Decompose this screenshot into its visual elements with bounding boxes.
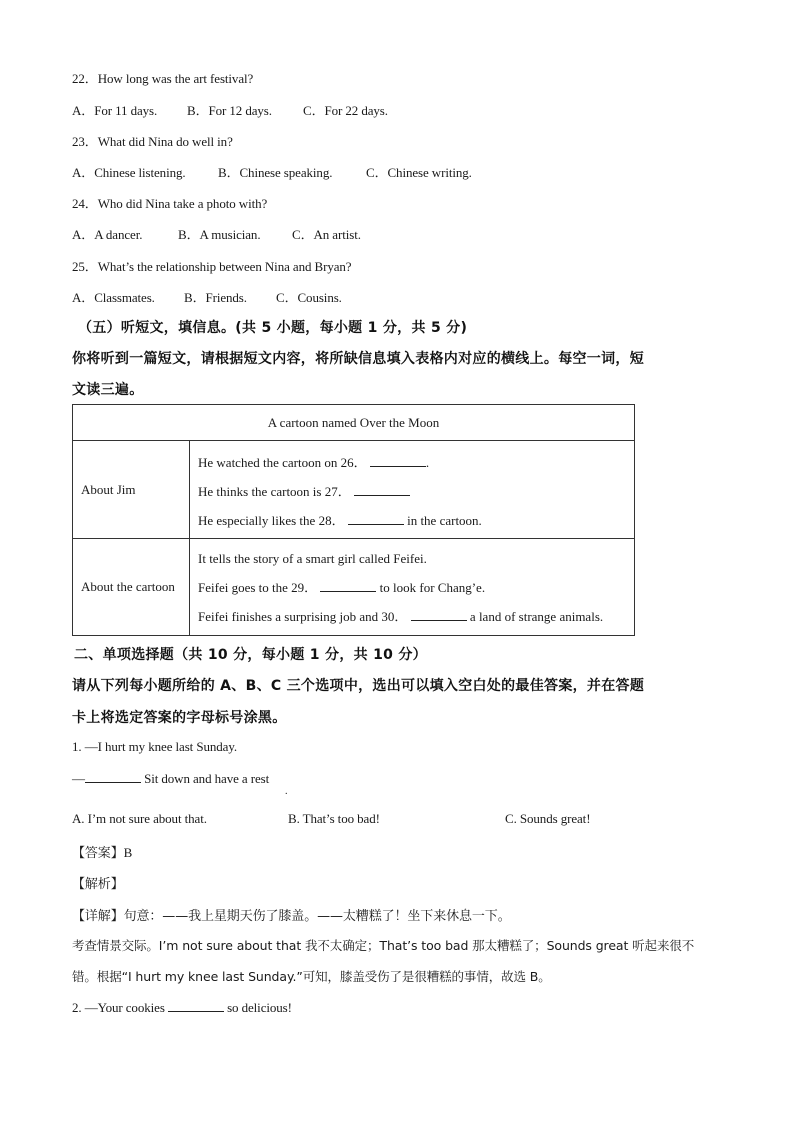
option-c[interactable]: C. Sounds great! [505,811,591,826]
section-5-instruction: 你将听到一篇短文，请根据短文内容，将所缺信息填入表格内对应的横线上。每空一词，短 [72,351,644,367]
question-24: 24．Who did Nina take a photo with? [72,196,268,211]
cartoon-details: It tells the story of a smart girl called Feifei. Feifei goes to the 29． to look for Chang’e. Feifei finishes a surprising job and 30． a land of strange animals. [190,539,635,636]
option-c[interactable]: C．For 22 days. [303,103,388,118]
analysis-tag: 【解析】 [72,877,124,892]
option-b[interactable]: B．For 12 days. [187,103,272,118]
option-a[interactable]: A．A dancer. [72,227,143,242]
item-1-answer [72,842,132,861]
jim-details: He watched the cartoon on 26． . He thinks the cartoon is 27． He especially likes the 28． in the cartoon. [190,441,635,539]
item-1-prompt: 1. —I hurt my knee last Sunday. [72,739,238,754]
option-c[interactable]: C．Cousins. [276,290,342,305]
blank-27[interactable] [354,483,410,496]
blank-26[interactable] [370,454,426,467]
question-24-options [72,224,361,243]
section-5-heading: （五）听短文，填信息。(共 5 小题，每小题 1 分，共 5 分) [78,320,468,336]
question-22: 22．How long was the art festival? [72,71,254,86]
option-c[interactable]: C．Chinese writing. [366,165,472,180]
item-1-explanation: 考查情景交际。I’m not sure about that 我不太确定；That’s too bad 那太糟糕了；Sounds great 听起来很不 [72,938,695,953]
part-2-heading: 二、单项选择题（共 10 分，每小题 1 分，共 10 分） [74,647,427,663]
option-a[interactable]: A. I’m not sure about that. [72,811,207,826]
blank-item-1[interactable] [85,770,141,783]
question-22-options [72,100,388,119]
option-a[interactable]: A．Chinese listening. [72,165,186,180]
question-25-options [72,287,342,306]
item-1-response: — Sit down and have a rest [72,771,270,786]
answer-tag: 【答案】 [72,846,124,861]
item-1-explanation-cont: 错。根据“I hurt my knee last Sunday.”可知，膝盖受伤了是很糟糕的事情，故选 B。 [72,969,551,984]
item-2-prompt: 2. —Your cookies so delicious! [72,1000,292,1015]
section-5-instruction-cont: 文读三遍。 [72,382,144,398]
part-2-instruction-cont: 卡上将选定答案的字母标号涂黑。 [72,710,287,726]
blank-item-2[interactable] [168,999,224,1012]
stray-dot: . [285,786,288,797]
part-2-instruction: 请从下列每小题所给的 A、B、C 三个选项中，选出可以填入空白处的最佳答案，并在答题 [72,678,645,694]
option-b[interactable]: B．Chinese speaking. [218,165,333,180]
detail-tag: 【详解】 [72,909,124,924]
item-1-options [72,811,590,827]
blank-29[interactable] [320,579,376,592]
option-c[interactable]: C．An artist. [292,227,361,242]
blank-28[interactable] [348,512,404,525]
row-label-cartoon: About the cartoon [73,539,190,636]
option-b[interactable]: B. That’s too bad! [288,811,380,826]
table-title: A cartoon named Over the Moon [73,405,635,441]
question-23-options [72,162,472,181]
cartoon-info-table [72,404,635,636]
option-b[interactable]: B．A musician. [178,227,261,242]
blank-30[interactable] [411,608,467,621]
option-a[interactable]: A．For 11 days. [72,103,158,118]
row-label-jim: About Jim [73,441,190,539]
item-1-detail: 【详解】句意：——我上星期天伤了膝盖。——太糟糕了！坐下来休息一下。 [72,909,511,924]
option-b[interactable]: B．Friends. [184,290,247,305]
option-a[interactable]: A．Classmates. [72,290,155,305]
question-25: 25．What’s the relationship between Nina and Bryan? [72,259,352,274]
answer-value: B [123,845,133,860]
question-23: 23．What did Nina do well in? [72,134,233,149]
